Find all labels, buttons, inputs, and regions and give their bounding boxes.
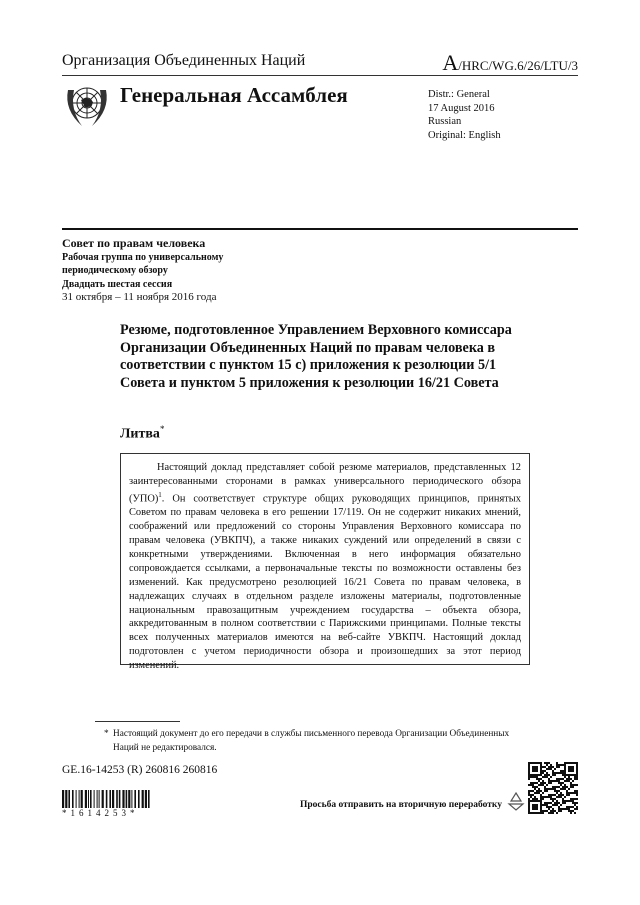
barcode-icon — [62, 790, 150, 808]
language: Russian — [428, 116, 462, 127]
recycle-icon — [505, 790, 527, 812]
date: 17 August 2016 — [428, 102, 495, 114]
distribution-info — [428, 88, 501, 142]
council-info — [62, 237, 223, 305]
council-name: Совет по правам человека — [62, 236, 206, 250]
qr-code-icon — [528, 762, 578, 814]
document-title: Резюме, подготовленное Управлением Верховного комиссара Организации Объединенных Наций по правам человека в соответствии с пунктом 15 c) приложения к резолюции 5/1 Совета и пунктом 5 приложения к резолюции 16/21 Совета — [120, 322, 512, 391]
un-emblem-icon — [62, 80, 112, 130]
general-assembly-title: Генеральная Ассамблея — [120, 83, 348, 107]
footnote-ref[interactable]: 1 — [158, 490, 162, 499]
distr: Distr.: General — [428, 89, 490, 100]
document-symbol — [442, 50, 578, 76]
symbol-code: /HRC/WG.6/26/LTU/3 — [458, 58, 578, 73]
footnote-text: Настоящий документ до его передачи в службы письменного перевода Организации Объединенных Наций не редактировался. — [113, 729, 510, 753]
footnote — [104, 727, 513, 755]
organization-name: Организация Объединенных Наций — [62, 52, 306, 69]
summary-text-2: . Он соответствует структуре общих руководящих принципов, принятых Советом по правам человека в его решении 17/119. Он не содержит никаких мнений, соображений или предложений со стороны Управления Верховного комиссара по правам человека (УВКПЧ), а также никаких суждений или определений в связи с конкретными утверждениями. Включенная в него информация обязательно сопровождается ссылками, а первоначальные тексты по возможности оставлены без изменений. Как предусмотрено резолюцией 16/21 Совета по правам человека, в надлежащих случаях в отдельном разделе изложены материалы, подготовленные национальным правозащитным учреждением государства – объекта обзора, аккредитованным в полном соответствии с Парижскими принципами. Полные тексты всех полученных материалов имеются на веб-сайте УВКПЧ. Настоящий доклад подготовлен с учетом периодичности обзора и произошедших за этот период изменений. — [129, 493, 521, 672]
footnote-mark: * — [104, 729, 109, 739]
session: Двадцать шестая сессия — [62, 278, 173, 290]
working-group: Рабочая группа по универсальному — [62, 251, 224, 263]
country-footnote-mark: * — [159, 424, 165, 434]
working-group-cont: периодическому обзору — [62, 265, 168, 276]
recycle-text: Просьба отправить на вторичную переработку — [300, 800, 502, 810]
summary-box — [120, 453, 530, 672]
original-language: Original: English — [428, 129, 501, 141]
country-heading — [120, 424, 164, 443]
job-number: GE.16-14253 (R) 260816 260816 — [62, 764, 218, 776]
symbol-prefix: A — [442, 50, 459, 75]
footnote-divider — [95, 721, 180, 722]
barcode-number: *1614253* — [62, 808, 139, 818]
header-divider — [62, 75, 578, 76]
country-name: Литва — [120, 426, 160, 442]
thick-divider — [62, 228, 578, 230]
session-dates: 31 октября – 11 ноября 2016 года — [62, 291, 217, 303]
summary-text-1: Настоящий доклад представляет собой резюме материалов, представленных 12 заинтересованными сторонами в рамках универсального периодического обзора (УПО) — [129, 462, 521, 505]
